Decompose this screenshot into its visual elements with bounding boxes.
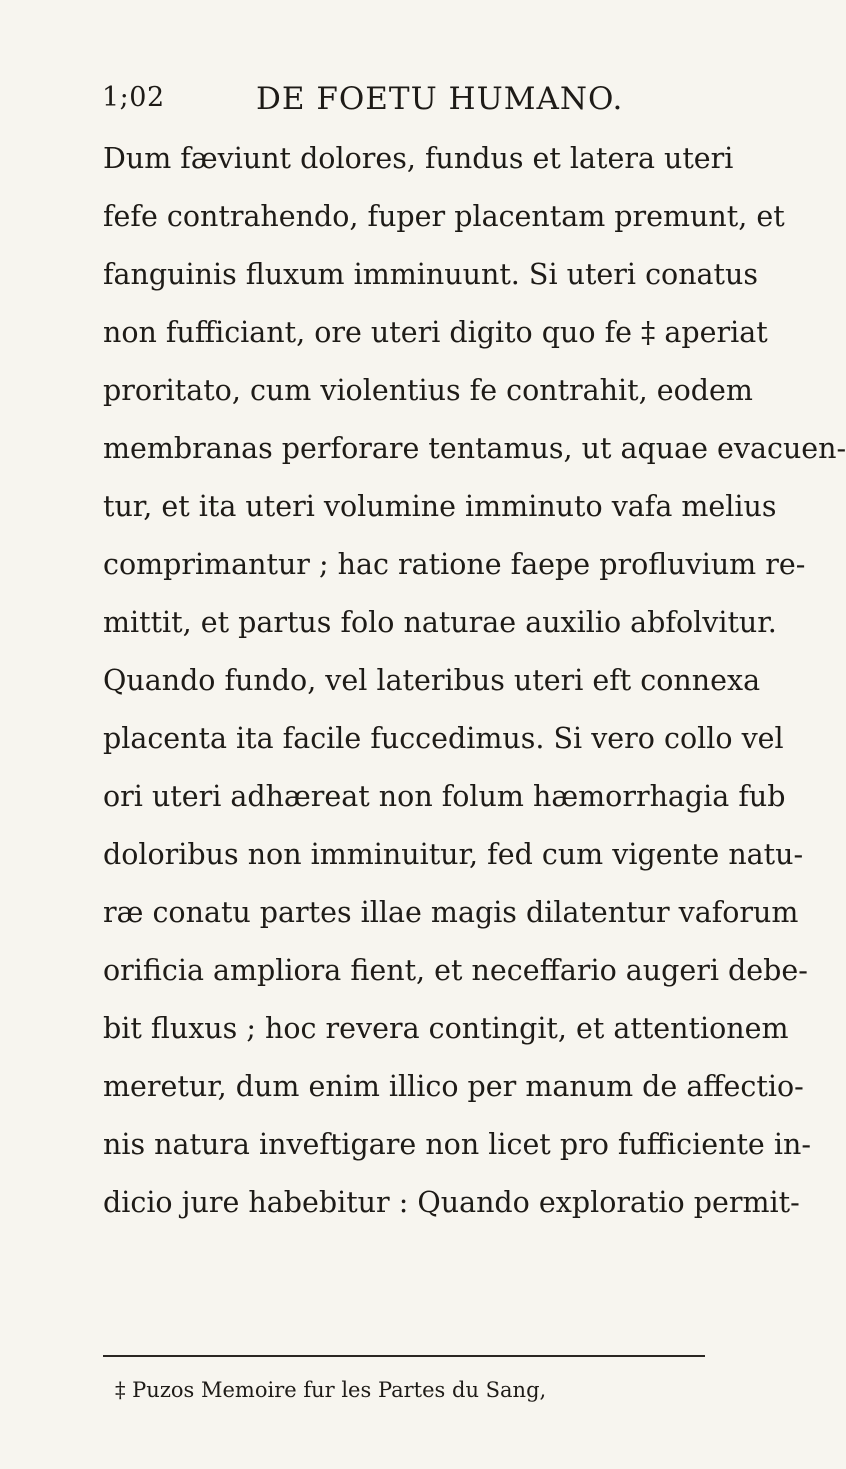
body-line: fanguinis fluxum imminuunt. Si uteri conatus bbox=[103, 258, 758, 291]
body-line: bit fluxus ; hoc revera contingit, et attentionem bbox=[103, 1012, 789, 1045]
body-line: ræ conatu partes illae magis dilatentur vaforum bbox=[103, 896, 799, 929]
body-line: Dum fæviunt dolores, fundus et latera uteri bbox=[103, 142, 734, 175]
footnote: ‡ Puzos Memoire fur les Partes du Sang, bbox=[115, 1378, 547, 1402]
body-line: doloribus non imminuitur, fed cum vigente natu- bbox=[103, 838, 804, 871]
body-line: fefe contrahendo, fuper placentam premunt, et bbox=[103, 200, 785, 233]
running-head: DE FOETU HUMANO. bbox=[256, 81, 624, 117]
body-line: orificia ampliora fient, et neceffario augeri debe- bbox=[103, 954, 808, 987]
body-line: non fufficiant, ore uteri digito quo fe ‡ aperiat bbox=[103, 316, 768, 349]
body-line: meretur, dum enim illico per manum de affectio- bbox=[103, 1070, 804, 1103]
body-line: Quando fundo, vel lateribus uteri eft connexa bbox=[103, 664, 761, 697]
body-line: comprimantur ; hac ratione faepe profluvium re- bbox=[103, 548, 806, 581]
body-line: ori uteri adhæreat non folum hæmorrhagia fub bbox=[103, 780, 786, 813]
body-line: nis natura inveftigare non licet pro fufficiente in- bbox=[103, 1128, 811, 1161]
footnote-rule bbox=[103, 1355, 705, 1357]
body-line: mittit, et partus folo naturae auxilio abfolvitur. bbox=[103, 606, 777, 639]
body-line: dicio jure habebitur : Quando exploratio permit- bbox=[103, 1186, 800, 1219]
page-number: 1;02 bbox=[102, 82, 165, 113]
body-line: membranas perforare tentamus, ut aquae evacuen- bbox=[103, 432, 846, 465]
body-text bbox=[103, 130, 846, 1232]
body-line: placenta ita facile fuccedimus. Si vero collo vel bbox=[103, 722, 784, 755]
body-line: proritato, cum violentius fe contrahit, eodem bbox=[103, 374, 753, 407]
body-line: tur, et ita uteri volumine imminuto vafa melius bbox=[103, 490, 777, 523]
